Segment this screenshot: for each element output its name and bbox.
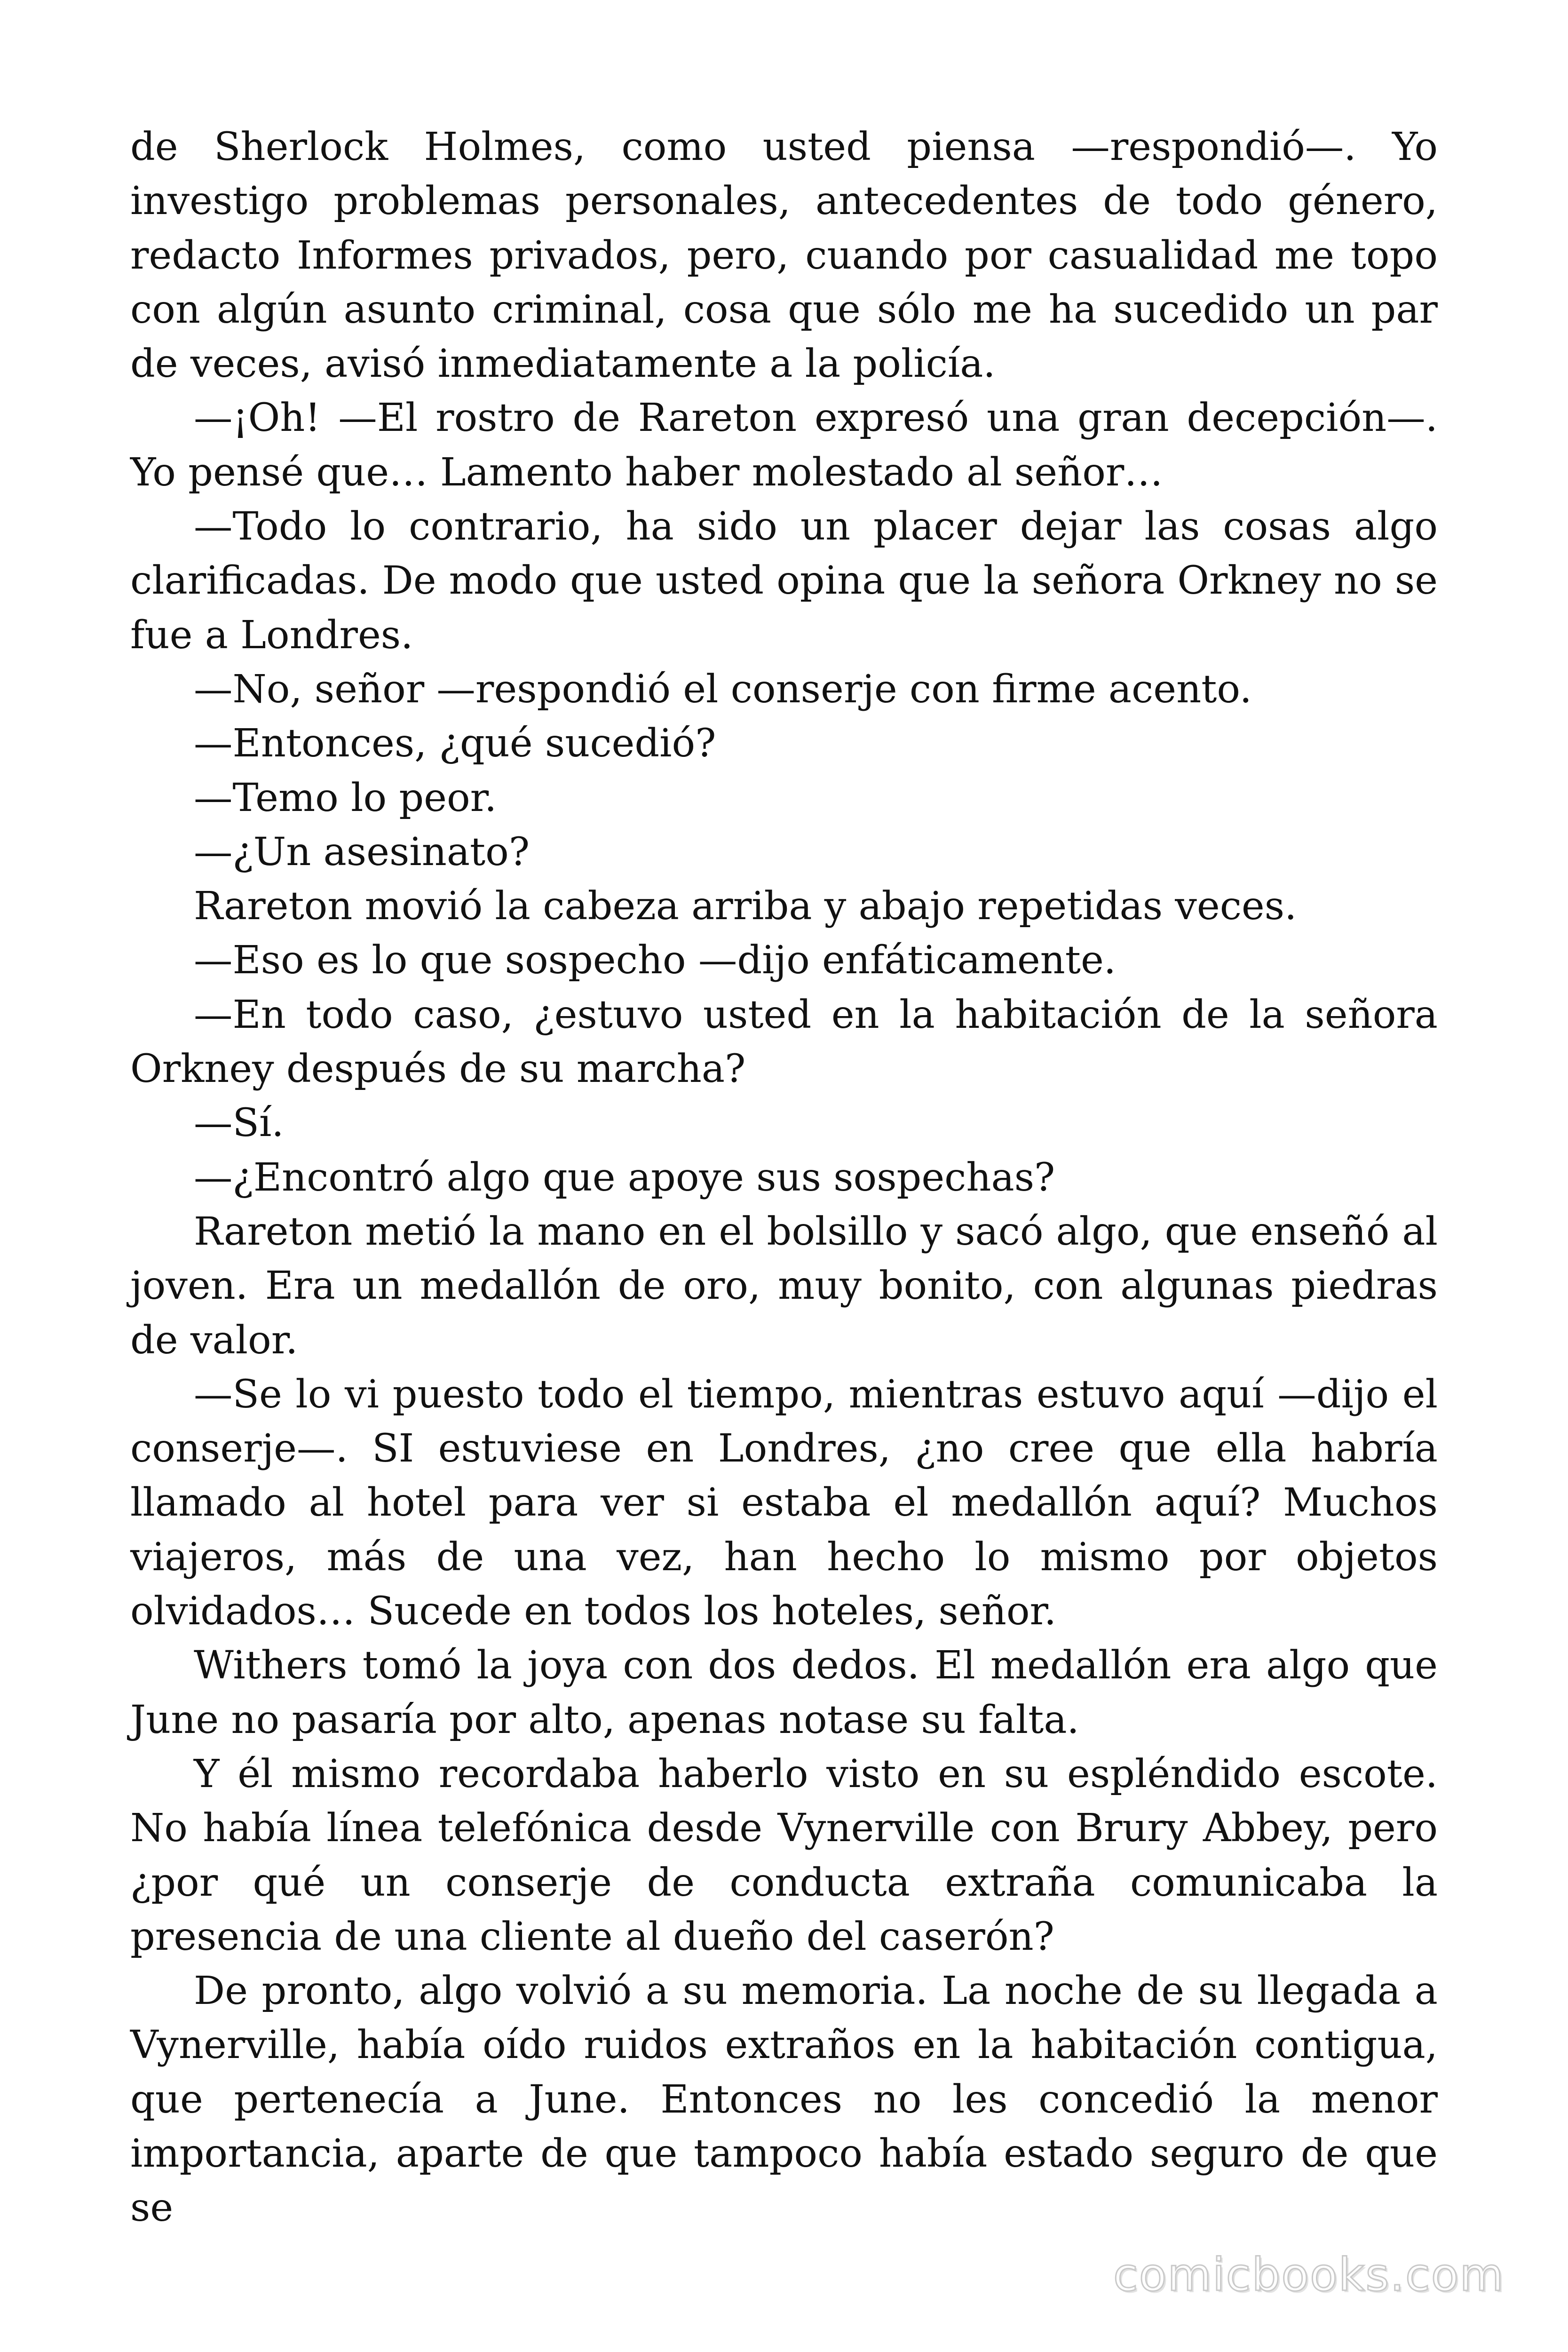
paragraph: —¡Oh! —El rostro de Rareton expresó una gran decepción—. Yo pensé que… Lamento haber molestado al señor… [130, 395, 1438, 495]
body-text [130, 120, 1438, 2235]
paragraph: Rareton movió la cabeza arriba y abajo repetidas veces. [194, 883, 1297, 929]
paragraph: —Entonces, ¿qué sucedió? [194, 721, 716, 766]
paragraph: Y él mismo recordaba haberlo visto en su espléndido escote. No había línea telefónica desde Vynerville con Brury Abbey, pero ¿por qué un conserje de conducta extraña comunicaba la presencia de una cliente al dueño del caserón? [130, 1751, 1438, 1959]
paragraph: —Eso es lo que sospecho —dijo enfáticamente. [194, 938, 1116, 983]
paragraph: —Sí. [194, 1100, 284, 1146]
watermark: comicbooks.com [1113, 2249, 1505, 2301]
paragraph: —No, señor —respondió el conserje con firme acento. [194, 666, 1252, 712]
paragraph: Rareton metió la mano en el bolsillo y sacó algo, que enseñó al joven. Era un medallón de oro, muy bonito, con algunas piedras de valor. [130, 1208, 1438, 1363]
paragraph: Withers tomó la joya con dos dedos. El medallón era algo que June no pasaría por alto, apenas notase su falta. [130, 1643, 1438, 1742]
paragraph: —Se lo vi puesto todo el tiempo, mientras estuvo aquí —dijo el conserje—. SI estuviese en Londres, ¿no cree que ella habría llamado al hotel para ver si estaba el medallón aquí? Muchos viajeros, más de una vez, han hecho lo mismo por objetos olvidados… Sucede en todos los hoteles, señor. [130, 1371, 1438, 1634]
paragraph: —Todo lo contrario, ha sido un placer dejar las cosas algo clarificadas. De modo que usted opina que la señora Orkney no se fue a Londres. [130, 504, 1438, 658]
paragraph: —¿Encontró algo que apoye sus sospechas? [194, 1154, 1055, 1200]
paragraph: —En todo caso, ¿estuvo usted en la habitación de la señora Orkney después de su marcha? [130, 992, 1438, 1092]
paragraph: —¿Un asesinato? [194, 829, 530, 874]
paragraph: —Temo lo peor. [194, 775, 497, 820]
paragraph: De pronto, algo volvió a su memoria. La noche de su llegada a Vynerville, había oído ruidos extraños en la habitación contigua, que pertenecía a June. Entonces no les concedió la menor importancia, aparte de que tampoco había estado seguro de que se [130, 1968, 1438, 2231]
paragraph: de Sherlock Holmes, como usted piensa —respondió—. Yo investigo problemas personales, antecedentes de todo género, redacto Informes privados, pero, cuando por casualidad me topo con algún asunto criminal, cosa que sólo me ha sucedido un par de veces, avisó inmediatamente a la policía. [130, 124, 1438, 387]
